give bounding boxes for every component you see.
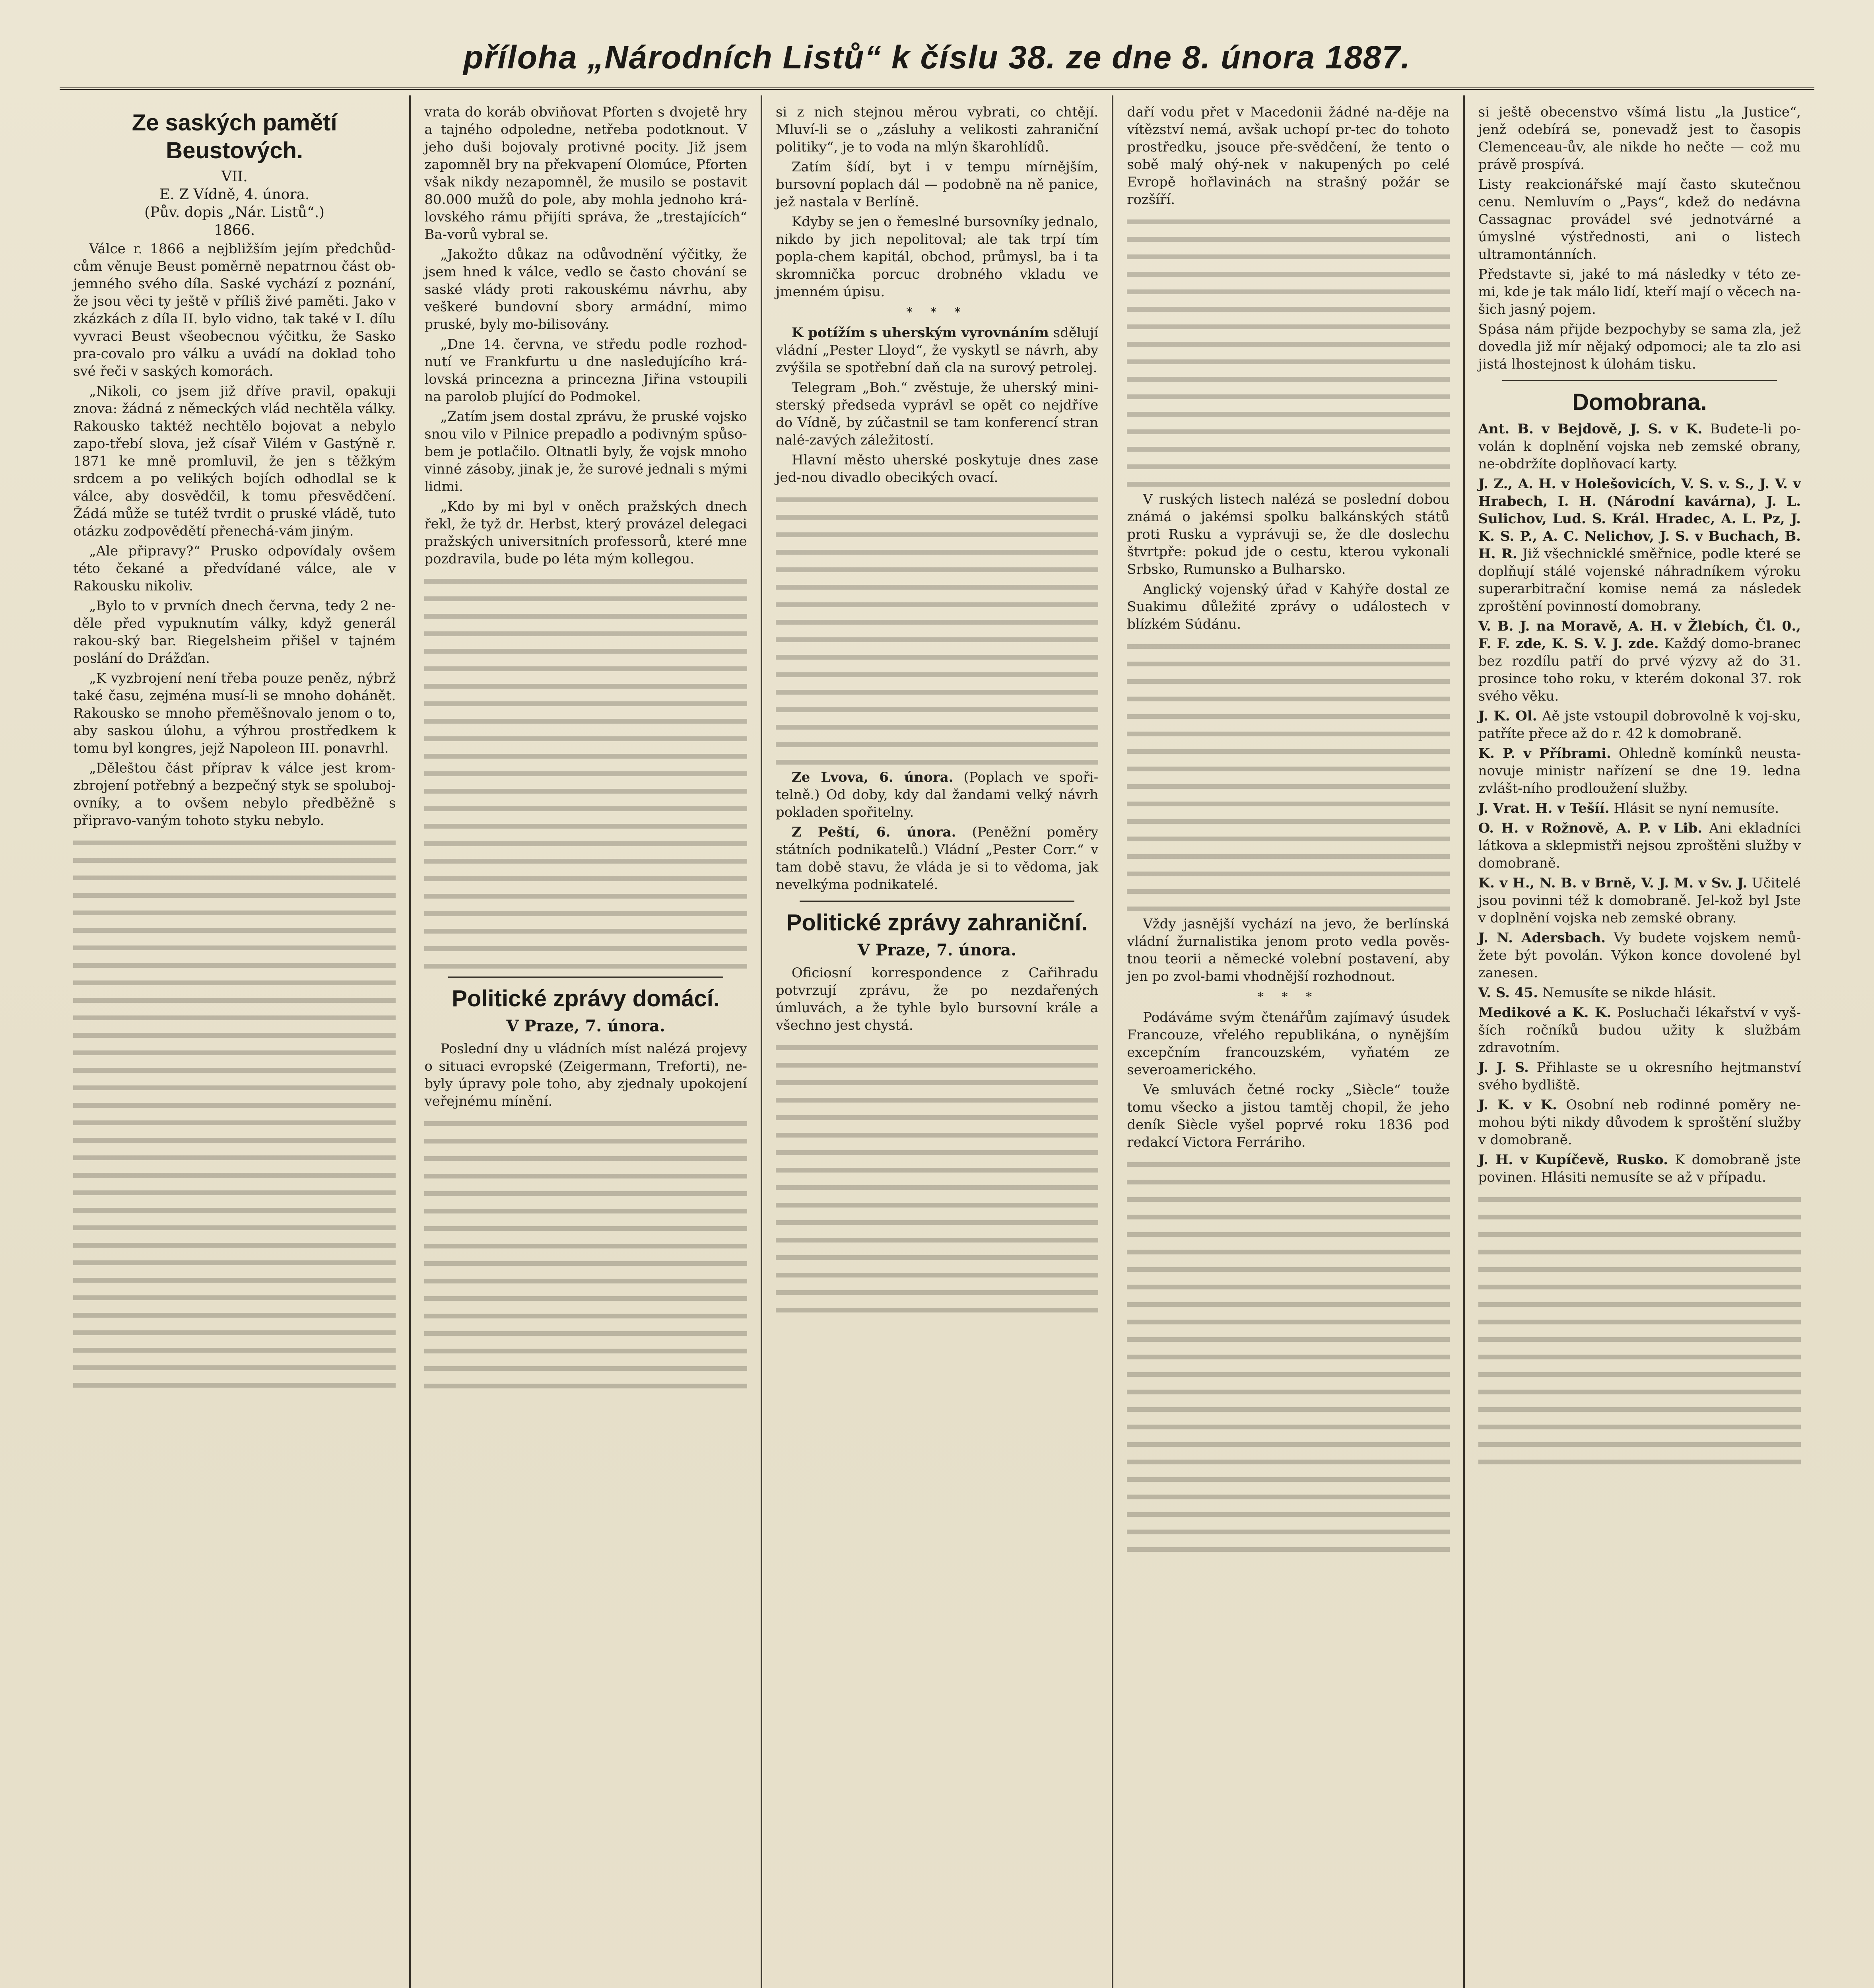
dateline-inline: Ze Lvova, 6. února. [791,769,954,785]
paragraph: Válce r. 1866 a nejbližším jejím předchůd-cům věnuje Beust poměrně nepatrnou část ob-jemného svého díla. Saské vychází z poznání, že jsou věci ty ještě v příliš živé paměti. Jako v zkázkách z díla II. bylo vidno, tak také v I. dílu vyvraci Beust všeobecnou výčitku, že Sasko pra-covalo pro válku a uvádí na doklad toho své řeči v saských komorách. [73,241,396,379]
notice-text: Učitelé jsou povinni též k domobraně. Jel-kož byl Jste v doplnění vojska neb zemské obrany. [1478,875,1801,926]
column-5 [1465,95,1814,1988]
paragraph-text: (Poplach ve spoři-telně.) Od doby, kdy dal žandami velký návrh pokladen spořitelny. [775,769,1099,820]
text-body-continuation [1127,637,1449,915]
article-year: 1866. [214,222,255,239]
notice-item [1478,1151,1801,1186]
notice-text: Nemusíte se nikde hlásit. [1542,985,1716,1001]
paragraph: Kdyby se jen o řemeslné bursovníky jednalo, nikdo by jich nepolitoval; ale tak trpí tím popla-chem kapitál, obchod, průmysl, ba i ta skromnička porcuc drobného vkladu ve jmenném úpisu. [775,214,1099,300]
masthead-title: příloha „Národních Listů“ k číslu 38. ze dne 8. února 1887. [463,39,1411,76]
paragraph: si z nich stejnou měrou vybrati, co chtějí. Mluví-li se o „zásluhy a velikosti zahraniční politiky“, je to voda na mlýn škarohlídů. [775,104,1099,155]
article-title-foreign: Politické zprávy zahraniční. [786,910,1088,936]
notice-item [1478,617,1801,705]
article-source: (Pův. dopis „Nár. Listů“.) [144,204,325,221]
notice-item [1478,984,1801,1002]
paragraph: „Ale připravy?“ Prusko odpovídaly ovšem této čekané a předvídané válce, ale v Rakousku nikoliv. [73,543,396,594]
paragraph: „Dne 14. června, ve středu podle rozhod-nutí ve Frankfurtu u dne nasledujícího krá-lovská princezna a princezna Jiřina vstoupili na parolob plující do Podmokel. [424,336,747,405]
lead-in: K potížím s uherským vyrovnáním [791,325,1049,341]
paragraph: si ještě obecenstvo všímá listu „la Justice“, jenž odebírá se, ponevadž jest to časopis Clemenceau-ův, ale nikde ho nečte — což mu právě prospívá. [1478,104,1801,173]
paragraph: „Kdo by mi byl v oněch pražských dnech řekl, že tyž dr. Herbst, který provázel delegaci pražských universitních professorů, které mne pozdravila, bude po léta mým kollegou. [424,499,747,567]
notice-addressee: J. Z., A. H. v Holešovicích, V. S. v. S., J. V. v Hrabech, I. H. (Národní kavárna), J. L. Sulichov, Lud. S. Král. Hradec, A. L. Pz, J. K. S. P., A. C. Nelichov, J. S. v Buchach, B. H. R. [1478,476,1801,562]
text-body-continuation [73,833,396,1390]
notice-addressee: O. H. v Rožnově, A. P. v Lib. [1478,820,1703,836]
notice-addressee: J. K. Ol. [1478,708,1537,724]
notice-addressee: K. P. v Příbrami. [1478,746,1611,761]
notice-addressee: J. K. v K. [1478,1097,1557,1113]
paragraph: „Bylo to v prvních dnech června, tedy 2 ne-děle před vypuknutím války, když generál rakou-ský bar. Riegelsheim přišel v tajném poslání do Drážďan. [73,598,396,666]
notice-text: Ohledně komínků neusta-novuje ministr nařízení se dne 19. ledna zvlášt-ního prodloužení služby. [1478,746,1801,796]
column-2 [411,95,762,1988]
paragraph: Telegram „Boh.“ zvěstuje, že uherský mini-sterský předseda vyprávl se opět co nejdříve do Vídně, by zúčastnil se tam konferencí stran nalé-zavých záležitostí. [775,380,1099,448]
columns [60,95,1814,1988]
dateline: V Praze, 7. února. [506,1017,665,1035]
section-divider [448,977,723,978]
notice-text: Aě jste vstoupil dobrovolně k voj-sku, patříte přece až do r. 42 k domobraně. [1478,708,1801,742]
notice-addressee: J. Vrat. H. v Tešíí. [1478,800,1610,816]
article-title-domobrana: Domobrana. [1572,389,1707,415]
notice-item [1478,1096,1801,1149]
masthead [60,28,1814,90]
text-body-continuation [1127,212,1449,491]
notice-item [1478,707,1801,742]
paragraph: Ve smluvách četné rocky „Siècle“ touže tomu všecko a jistou tamtěj chopil, že jeho deník Siècle vyšel poprvé roku 1836 pod redakcí Victora Ferráriho. [1127,1082,1450,1150]
paragraph: Listy reakcionářské mají často skutečnou cenu. Nemluvím o „Pays“, kdež do nedávna Cassagnac provádel své jednotvárné a úmyslné výstřednosti, ani o listech ultramontánních. [1478,177,1801,262]
notice-item [1478,874,1801,927]
paragraph: Představte si, jaké to má následky v této ze-mi, kde je tak málo lidí, kteří mají o věcech na-šich jasný pojem. [1478,266,1801,317]
paragraph [776,823,1098,893]
paragraph: vrata do koráb obviňovat Pforten s dvojetě hry a tajného odpoledne, netřeba podotknout. V jeho duši bojovaly protivné pocity. Již jsem zapomněl bry na překvapení Olomúce, Pforten však nikdy nezapomněl, že musilo se postavit 80.000 mužů do pole, aby mohla jednoho krá-lovského rámu přijíti správa, že „trestajících“ Ba-vorů vybral se. [424,104,747,243]
notice-item [1478,1004,1801,1056]
article-title-domestic: Politické zprávy domácí. [452,986,720,1011]
notice-text: Vy budete vojskem nemů-žete být povolán. Výkon konce dovolené byl zanesen. [1478,930,1801,981]
notice-addressee: Ant. B. v Bejdově, J. S. v K. [1478,421,1703,437]
section-divider [1502,380,1777,381]
paragraph-text: (Peněžní poměry státních podnikatelů.) Vládní „Pester Corr.“ v tam době stavu, že vláda je si to vědoma, jak nevelkýma podnikatelé. [775,824,1099,893]
notice-item [1478,475,1801,615]
notice-text: Posluchači lékařství v vyš-ších ročníků budou užity k službám zdravotním. [1478,1005,1801,1056]
notice-addressee: J. J. S. [1478,1060,1529,1076]
paragraph: „Děleštou část příprav k válce jest krom-zbrojení potřebný a bezpečný styk se spoluboj-ovníky, a to ovšem nebylo předběžně s připravo-vaným tohoto styku nebylo. [73,760,396,829]
paragraph: „Jakožto důkaz na odůvodnění výčitky, že jsem hned k válce, vedlo se často chování se saské vlády proti rakouskému návrhu, aby veškeré bundovní sbory armádní, mimo pruské, byly mo-bilisovány. [424,247,747,332]
paragraph: Spása nám přijde bezpochyby se sama zla, jež dovedla již mír nějaký odpomoci; ale ta zlo asi jistá lhostejnost k úlohám tisku. [1478,321,1801,372]
notice-text: Budete-li po-volán k doplnění vojska neb zemské obrany, ne-obdržíte doplňovací karty. [1478,421,1801,472]
notice-item [1478,745,1801,797]
text-body-continuation [776,1038,1098,1316]
notice-text: Ani ekladníci látkova a sklepmistři nejsou zproštěni služby v domobraně. [1478,820,1801,871]
notice-addressee: J. N. Adersbach. [1478,930,1606,946]
notice-addressee: J. H. v Kupíčevě, Rusko. [1478,1152,1668,1168]
paragraph [776,769,1098,821]
column-4 [1113,95,1464,1988]
paragraph: „K vyzbrojení není třeba pouze peněz, nýbrž také času, zejména musí-li se mnoho dohánět. Rakousko se mnoho přeměšnovalo jenom o to, aby saskou úlohu, a výhrou prostředkem k tomu byl kongres, jejž Napoleon III. ponavrhl. [73,670,396,756]
article-place: E. Z Vídně, 4. února. [159,186,310,203]
dateline: V Praze, 7. února. [857,941,1017,959]
section-separator: * * * [906,305,968,319]
notice-addressee: Medikové a K. K. [1478,1005,1612,1021]
paragraph: Oficiosní korrespondence z Cařihradu potvrzují zprávu, že po nezdařených úmluvách, a že tyhle bylo bursovní krále a všechno jest chystá. [775,965,1099,1033]
notice-text: Každý domo-branec bez rozdílu patří do prvé výzvy až do 31. prosince toho roku, v kterém dokonal 37. rok svého věku. [1478,636,1801,704]
column-3 [762,95,1113,1988]
notice-addressee: V. S. 45. [1478,985,1538,1001]
paragraph: Zatím šídí, byt i v tempu mírnějším, bursovní poplach dál — podobně na ně panice, jež nastala v Berlíně. [775,159,1099,210]
text-body-continuation [1127,1155,1449,1553]
paragraph: Hlavní město uherské poskytuje dnes zase jed-nou divadlo obecikých ovací. [775,452,1099,485]
dateline-inline: Z Peští, 6. února. [791,824,956,840]
notice-text: Již všechnicklé směřnice, podle které se doplňují stálé vojenské náhradníkem výroku superarbitrační komise nemá za následek zproštění povinností domobrany. [1478,546,1801,614]
notice-item [1478,929,1801,982]
text-body-continuation [424,1114,747,1392]
paragraph: Vždy jasnější vychází na jevo, že berlínská vládní žurnalistika jenom proto vedla pověs-tnou teorii a německé volební postavení, aby jen po zvol-bami vhodnější rozhodnout. [1127,916,1450,984]
notice-item [1478,800,1801,817]
paragraph-text: sdělují vládní „Pester Lloyd“, že vyskytl se návrh, aby zvýšila se spotřební daň cla na surový petrolej. [775,325,1099,376]
notice-text: K domobraně jste povinen. Hlásiti nemusíte se až v případu. [1478,1152,1801,1185]
paragraph [776,324,1098,377]
notice-item [1478,819,1801,872]
section-divider [800,901,1074,902]
text-body-continuation [1478,1190,1801,1468]
notice-item [1478,420,1801,473]
paragraph: Anglický vojenský úřad v Kahýře dostal ze Suakimu důležité zprávy o událostech v blízkém Súdánu. [1127,581,1450,632]
article-part: VII. [221,169,248,185]
paragraph: „Nikoli, co jsem již dříve pravil, opakuji znova: žádná z německých vlád nechtěla války. Rakousko taktéž nechtělo bojovat a nebylo zapo-třebí slova, jež císař Vilém v Gastýně r. 1871 ke mně promluvil, že jen s těžkým srdcem a po velikých bojích odhodlal se k válce, aby dosvědčil, k tomu přesvědčení. Žádá může se tutéž tvrdit o pruské vládě, tuto otázku zodpovědětí přenechá-vám jiným. [73,383,396,539]
notice-item [1478,1059,1801,1094]
text-body-continuation [424,572,747,969]
notice-text: Přihlaste se u okresního hejtmanství svého bydliště. [1478,1060,1801,1093]
notice-text: Hlásit se nyní nemusíte. [1614,800,1779,816]
text-body-continuation [776,490,1098,769]
column-1 [60,95,411,1988]
notice-addressee: K. v H., N. B. v Brně, V. J. M. v Sv. J. [1478,875,1748,891]
notice-text: Osobní neb rodinné poměry ne-mohou býti nikdy důvodem k sproštění služby v domobraně. [1478,1097,1801,1148]
paragraph: V ruských listech nalézá se poslední dobou známá o jakémsi spolku balkánských států proti Rusku a vyprávuji se, že dle doslechu štvrtpře: pokud jde o cestu, kterou vykonali Srbsko, Rumunsko a Bulharsko. [1127,491,1450,577]
paragraph: „Zatím jsem dostal zprávu, že pruské vojsko snou vilo v Pilnice prepadlo a podivným spůso-bem je potlačilo. Oltnatli byly, že vojsk mnoho vinné zásoby, jinak je, že surové jednali s mými lidmi. [424,409,747,495]
notice-addressee: V. B. J. na Moravě, A. H. v Žlebích, Čl. 0., F. F. zde, K. S. V. J. zde. [1478,618,1801,652]
paragraph: Poslední dny u vládních míst nalézá projevy o situaci evropské (Zeigermann, Treforti), ne-byly úpravy pole toho, aby zjednaly upokojení veřejnému mínění. [424,1041,747,1109]
section-separator: * * * [1257,990,1319,1004]
paragraph: daří vodu přet v Macedonii žádné na-děje na vítězství nemá, avšak uchopí pr-tec do tohoto prostředku, jsouce pře-svědčení, že tento o sobě malý ohý-nek v nakupených po celé Evropě hořlavinách na strašný požár se rozšíří. [1127,104,1450,208]
article-title-beust: Ze saských pamětí Beustových. [132,110,337,163]
paragraph: Podáváme svým čtenářům zajímavý úsudek Francouze, vřelého republikána, o nynějším excepčním francouzském, vyňatém ze severoamerického. [1127,1010,1450,1078]
